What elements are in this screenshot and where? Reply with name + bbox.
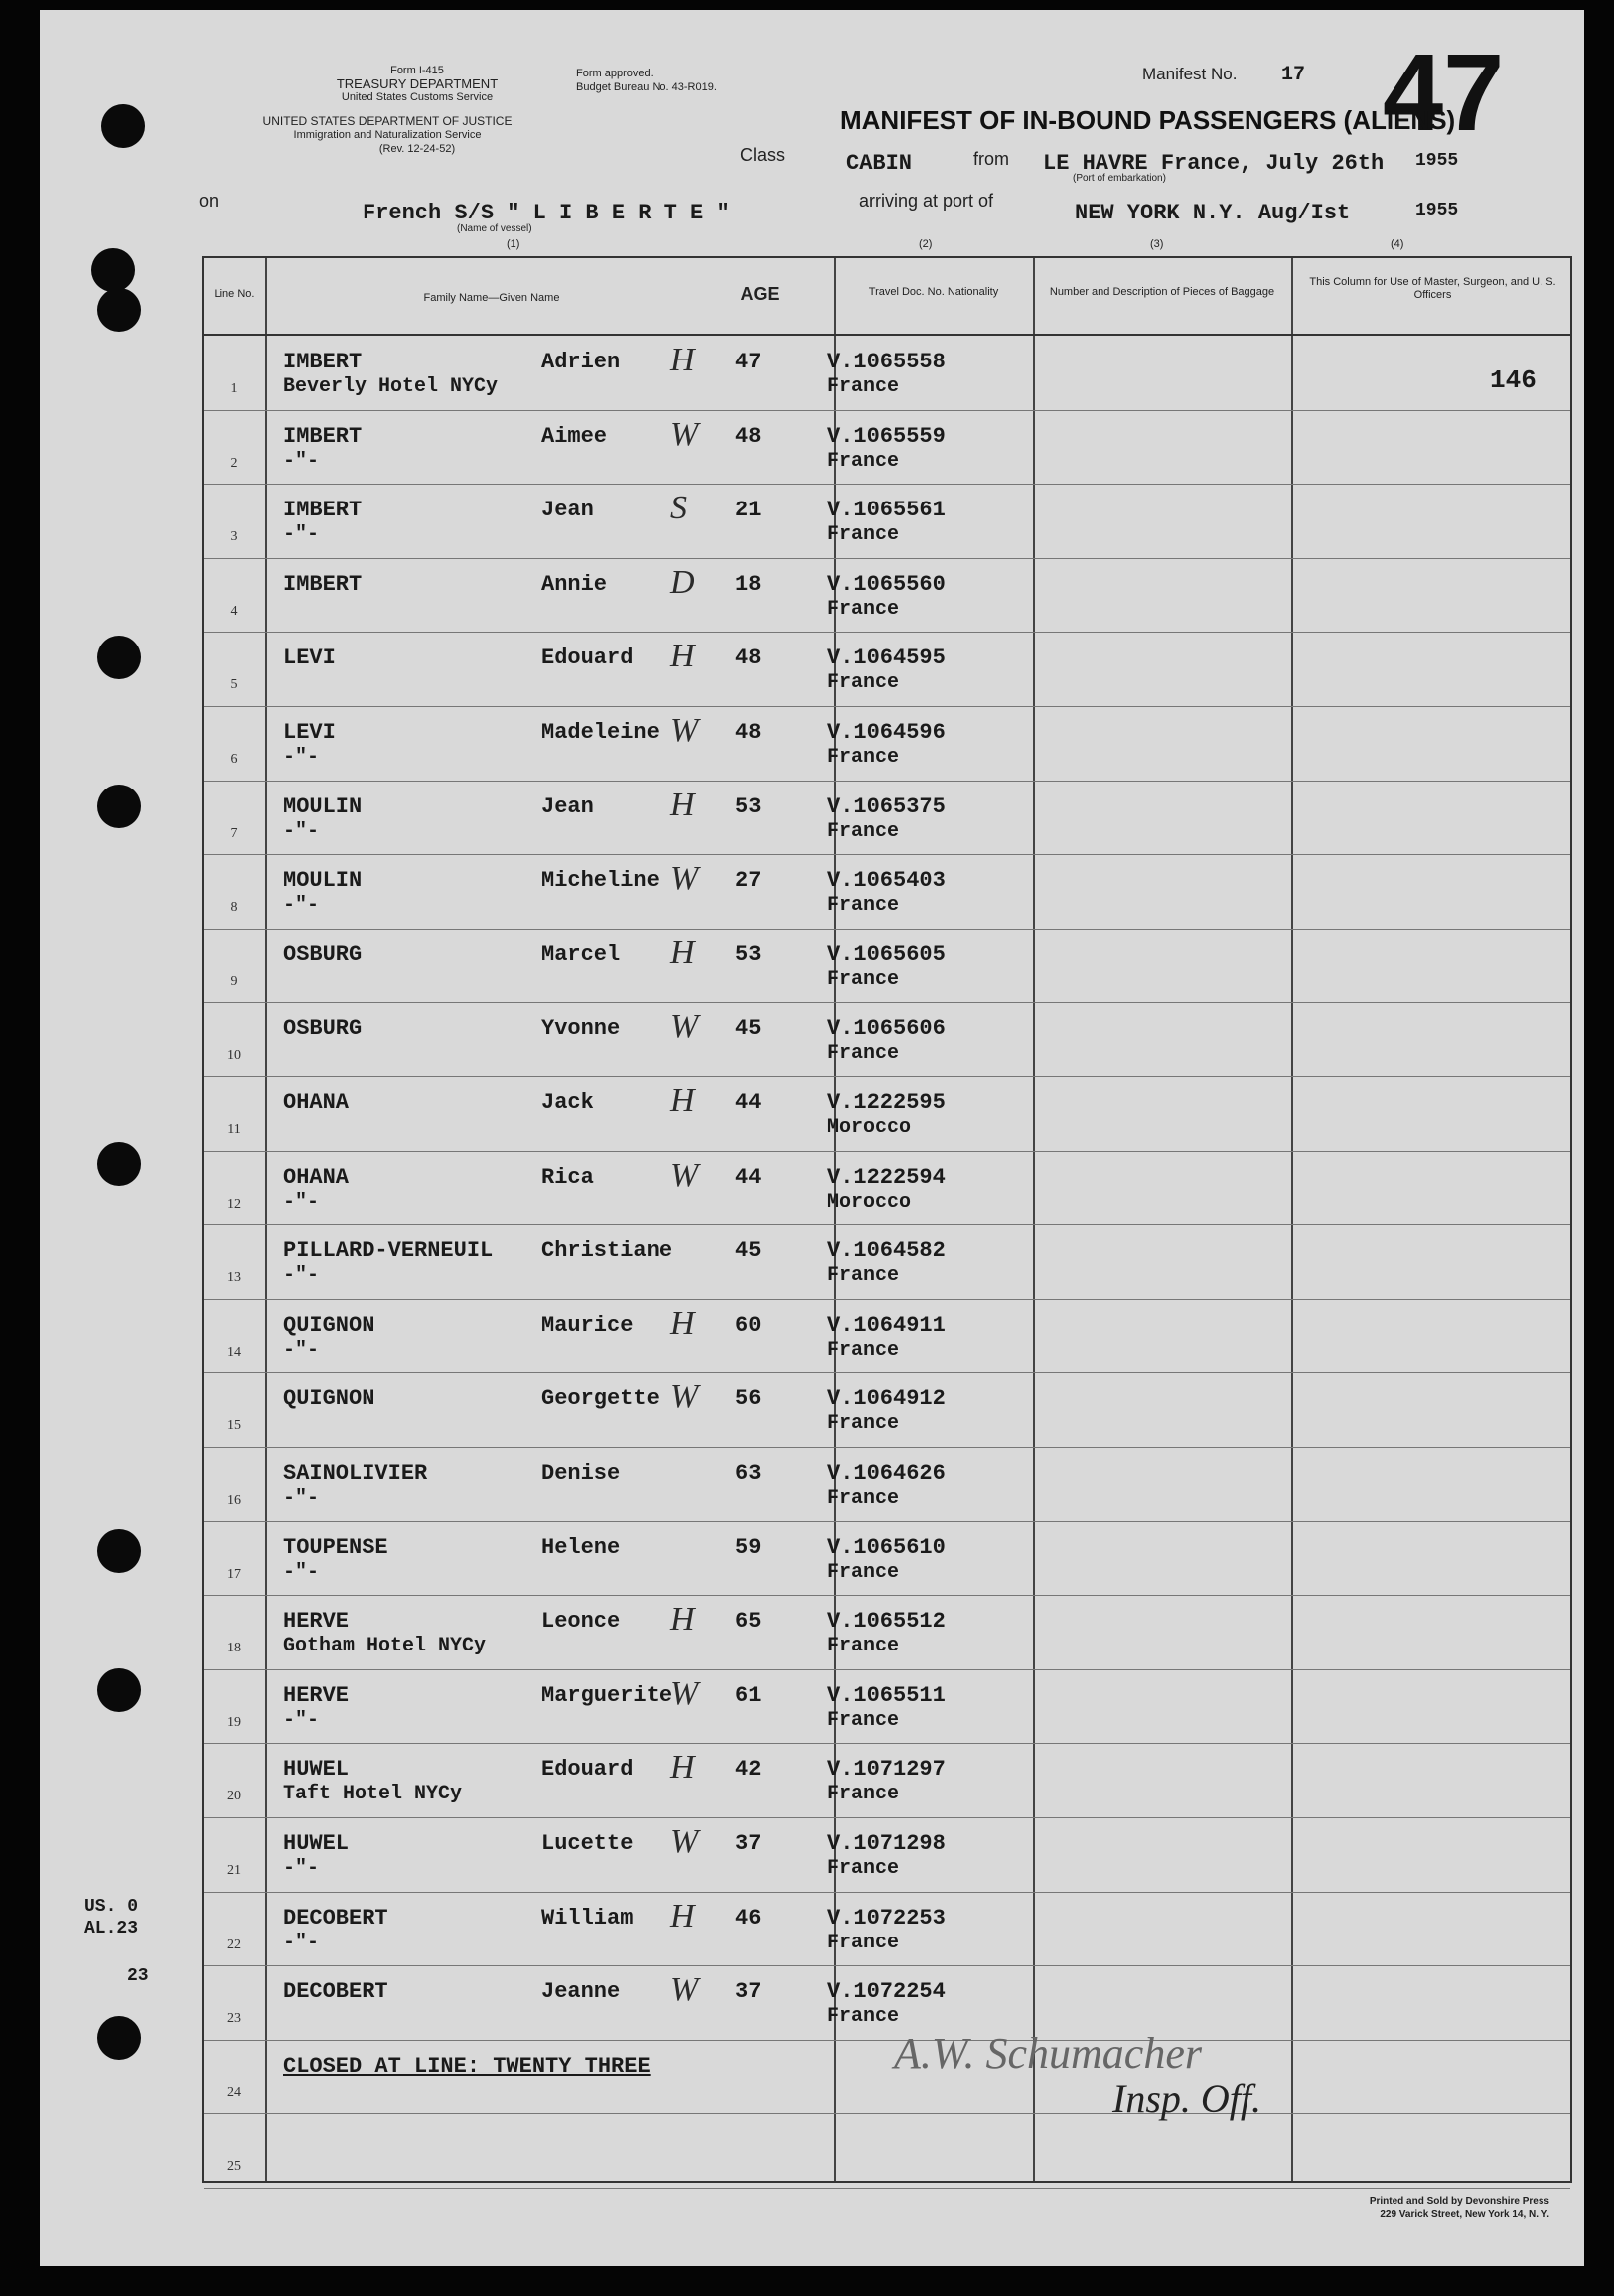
given-name: Annie bbox=[541, 571, 608, 597]
line-number: 5 bbox=[230, 677, 238, 693]
family-name: MOULIN bbox=[283, 868, 363, 894]
page-number: 47 bbox=[1383, 32, 1505, 154]
given-name: Adrien bbox=[541, 350, 621, 374]
line-number: 20 bbox=[227, 1789, 241, 1804]
given-name: Helene bbox=[541, 1534, 621, 1560]
table-row bbox=[204, 1151, 1570, 1224]
nationality: France bbox=[827, 449, 900, 473]
travel-doc-number: V.1065558 bbox=[827, 350, 946, 374]
from-value: LE HAVRE France, July 26th bbox=[1043, 151, 1385, 176]
line-number: 22 bbox=[227, 1937, 241, 1952]
family-name: QUIGNON bbox=[283, 1386, 375, 1412]
binder-hole bbox=[97, 1668, 141, 1712]
nationality: France bbox=[827, 1412, 900, 1436]
given-name: William bbox=[541, 1905, 634, 1931]
treasury-dept: TREASURY DEPARTMENT bbox=[336, 76, 499, 91]
travel-doc-number: V.1065559 bbox=[827, 423, 946, 449]
travel-doc-number: V.1065511 bbox=[827, 1682, 946, 1708]
row-divider bbox=[204, 2188, 1570, 2189]
travel-doc-number: V.1065610 bbox=[827, 1534, 946, 1560]
line-number: 12 bbox=[227, 1196, 241, 1212]
nationality: Morocco bbox=[827, 1190, 912, 1214]
family-name: HERVE bbox=[283, 1609, 350, 1635]
address: -"- bbox=[283, 523, 320, 547]
class-label: Class bbox=[740, 145, 786, 165]
binder-hole bbox=[97, 288, 141, 332]
line-number: 23 bbox=[227, 2011, 241, 2027]
handwritten-mark: H bbox=[670, 342, 695, 378]
handwritten-mark: W bbox=[670, 1971, 699, 2009]
vessel-name: French S/S " L I B E R T E " bbox=[363, 201, 730, 225]
nationality: France bbox=[827, 1783, 900, 1806]
form-number: Form I-415 bbox=[390, 65, 444, 76]
port-embark-caption: (Port of embarkation) bbox=[1073, 173, 1166, 184]
margin-tally-total: 23 bbox=[127, 1966, 149, 1986]
binder-hole bbox=[97, 785, 141, 828]
nationality: France bbox=[827, 967, 900, 991]
address: -"- bbox=[283, 449, 320, 473]
table-row bbox=[204, 1299, 1570, 1372]
family-name: TOUPENSE bbox=[283, 1534, 388, 1560]
nationality: France bbox=[827, 1931, 900, 1954]
nationality: France bbox=[827, 375, 900, 398]
travel-doc-number: V.1071298 bbox=[827, 1831, 946, 1856]
travel-doc-number: V.1064911 bbox=[827, 1312, 946, 1338]
table-row bbox=[204, 854, 1570, 928]
family-name: MOULIN bbox=[283, 793, 363, 819]
table-row bbox=[204, 1892, 1570, 1965]
handwritten-mark: W bbox=[670, 1156, 699, 1194]
age: 44 bbox=[735, 1090, 762, 1115]
col-header-line: Line No. bbox=[214, 288, 255, 300]
line-number: 7 bbox=[230, 825, 238, 841]
class-value: CABIN bbox=[846, 151, 913, 176]
table-row bbox=[204, 781, 1570, 854]
address: -"- bbox=[283, 746, 320, 769]
age: 48 bbox=[735, 720, 762, 745]
age: 45 bbox=[735, 1016, 762, 1042]
table-row bbox=[204, 1076, 1570, 1150]
margin-tally-us: US. 0 bbox=[84, 1897, 139, 1917]
age: 42 bbox=[735, 1757, 762, 1783]
passenger-table bbox=[202, 256, 1572, 2183]
travel-doc-number: V.1072254 bbox=[827, 1979, 946, 2005]
manifest-title: MANIFEST OF IN-BOUND PASSENGERS (ALIENS) bbox=[840, 105, 1456, 135]
nationality: France bbox=[827, 1708, 900, 1732]
address: -"- bbox=[283, 1931, 320, 1954]
table-row bbox=[204, 1669, 1570, 1743]
form-approved: Form approved. bbox=[576, 68, 654, 79]
col-marker-3: (3) bbox=[1150, 238, 1164, 250]
handwritten-mark: H bbox=[670, 786, 695, 823]
age: 48 bbox=[735, 423, 762, 449]
line-number: 2 bbox=[230, 455, 238, 471]
binder-hole bbox=[97, 1142, 141, 1186]
handwritten-mark: H bbox=[670, 1601, 695, 1639]
nationality: France bbox=[827, 2005, 900, 2029]
table-row bbox=[204, 1521, 1570, 1595]
table-row bbox=[204, 706, 1570, 780]
line-number: 25 bbox=[227, 2159, 241, 2175]
given-name: Rica bbox=[541, 1164, 594, 1190]
given-name: Yvonne bbox=[541, 1016, 621, 1042]
address: -"- bbox=[283, 1560, 320, 1584]
family-name: IMBERT bbox=[283, 350, 363, 374]
given-name: Christiane bbox=[541, 1238, 673, 1264]
table-row bbox=[204, 1447, 1570, 1520]
line-number: 21 bbox=[227, 1863, 241, 1878]
address: -"- bbox=[283, 894, 320, 918]
family-name: DECOBERT bbox=[283, 1905, 388, 1931]
nationality: France bbox=[827, 671, 900, 695]
given-name: Edouard bbox=[541, 646, 634, 671]
col-header-age: AGE bbox=[740, 284, 780, 304]
table-row bbox=[204, 558, 1570, 632]
binder-hole bbox=[91, 248, 135, 292]
travel-doc-number: V.1072253 bbox=[827, 1905, 946, 1931]
given-name: Jean bbox=[541, 793, 594, 819]
line-number: 24 bbox=[227, 2084, 241, 2100]
table-row bbox=[204, 1224, 1570, 1298]
family-name: PILLARD-VERNEUIL bbox=[283, 1238, 494, 1264]
nationality: Morocco bbox=[827, 1116, 912, 1139]
revision: (Rev. 12-24-52) bbox=[378, 143, 456, 155]
travel-doc-number: V.1064582 bbox=[827, 1238, 946, 1264]
family-name: OSBURG bbox=[283, 941, 363, 967]
family-name: LEVI bbox=[283, 720, 336, 745]
age: 53 bbox=[735, 793, 762, 819]
handwritten-mark: H bbox=[670, 1082, 695, 1119]
handwritten-mark: D bbox=[670, 563, 695, 601]
table-row bbox=[204, 1743, 1570, 1816]
handwritten-mark: H bbox=[670, 1749, 695, 1787]
col-marker-4: (4) bbox=[1391, 238, 1404, 250]
age: 48 bbox=[735, 646, 762, 671]
nationality: France bbox=[827, 1264, 900, 1288]
address: -"- bbox=[283, 1264, 320, 1288]
handwritten-mark: S bbox=[670, 490, 687, 527]
travel-doc-number: V.1064596 bbox=[827, 720, 946, 745]
table-row bbox=[204, 1595, 1570, 1668]
handwritten-mark: W bbox=[670, 415, 699, 453]
address: Beverly Hotel NYCy bbox=[283, 375, 499, 398]
travel-doc-number: V.1064626 bbox=[827, 1461, 946, 1486]
handwritten-mark: H bbox=[670, 638, 695, 675]
handwritten-mark: H bbox=[670, 933, 695, 971]
table-row bbox=[204, 929, 1570, 1002]
family-name: OHANA bbox=[283, 1090, 350, 1115]
line-number: 13 bbox=[227, 1270, 241, 1286]
printer-name: Printed and Sold by Devonshire Press bbox=[1369, 2196, 1549, 2207]
handwritten-mark: W bbox=[670, 1674, 699, 1712]
family-name: SAINOLIVIER bbox=[283, 1461, 428, 1486]
table-row bbox=[204, 484, 1570, 557]
manifest-sheet bbox=[40, 10, 1584, 2266]
nationality: France bbox=[827, 1487, 900, 1509]
nationality: France bbox=[827, 1560, 900, 1584]
address: -"- bbox=[283, 1857, 320, 1880]
col-marker-2: (2) bbox=[919, 238, 933, 250]
family-name: IMBERT bbox=[283, 498, 363, 523]
address: -"- bbox=[283, 819, 320, 843]
inspector-title: Insp. Off. bbox=[1112, 2077, 1261, 2121]
given-name: Marcel bbox=[541, 941, 621, 967]
travel-doc-number: V.1064912 bbox=[827, 1386, 946, 1412]
arriving-label: arriving at port of bbox=[859, 191, 994, 211]
inspector-signature: A.W. Schumacher bbox=[894, 2029, 1202, 2078]
given-name: Madeleine bbox=[541, 720, 660, 745]
nationality: France bbox=[827, 597, 900, 621]
nationality: France bbox=[827, 1635, 900, 1658]
address: -"- bbox=[283, 1708, 320, 1732]
given-name: Lucette bbox=[541, 1831, 634, 1856]
line-number: 15 bbox=[227, 1418, 241, 1434]
age: 63 bbox=[735, 1461, 762, 1486]
from-label: from bbox=[973, 149, 1009, 169]
nationality: France bbox=[827, 523, 900, 547]
given-name: Denise bbox=[541, 1461, 621, 1486]
age: 37 bbox=[735, 1979, 762, 2005]
travel-doc-number: V.1065606 bbox=[827, 1016, 946, 1042]
travel-doc-number: V.1222595 bbox=[827, 1090, 946, 1115]
nationality: France bbox=[827, 1857, 900, 1880]
travel-doc-number: V.1064595 bbox=[827, 646, 946, 671]
handwritten-mark: W bbox=[670, 1008, 699, 1046]
travel-doc-number: V.1222594 bbox=[827, 1164, 946, 1190]
age: 61 bbox=[735, 1682, 762, 1708]
family-name: OSBURG bbox=[283, 1016, 363, 1042]
age: 21 bbox=[735, 498, 762, 523]
col-header-baggage: Number and Description of Pieces of Baggage bbox=[1049, 286, 1275, 298]
col-header-officers: This Column for Use of Master, Surgeon, and U. S. Officers bbox=[1309, 276, 1556, 301]
line-number: 18 bbox=[227, 1641, 241, 1656]
binder-hole bbox=[97, 2016, 141, 2060]
col-marker-1: (1) bbox=[507, 238, 520, 250]
handwritten-mark: W bbox=[670, 860, 699, 898]
line-number: 8 bbox=[230, 900, 238, 916]
margin-tally-al: AL.23 bbox=[84, 1919, 139, 1938]
line-number: 16 bbox=[227, 1493, 241, 1507]
line-number: 3 bbox=[230, 529, 238, 545]
line-number: 11 bbox=[227, 1122, 241, 1137]
family-name: CLOSED AT LINE: TWENTY THREE bbox=[283, 2053, 651, 2079]
line-number: 6 bbox=[230, 752, 238, 767]
family-name: LEVI bbox=[283, 646, 336, 671]
handwritten-mark: W bbox=[670, 1823, 699, 1860]
given-name: Edouard bbox=[541, 1757, 634, 1783]
line-number: 17 bbox=[227, 1566, 241, 1582]
address: -"- bbox=[283, 1338, 320, 1362]
line-number: 4 bbox=[230, 603, 238, 619]
nationality: France bbox=[827, 819, 900, 843]
family-name: QUIGNON bbox=[283, 1312, 375, 1338]
budget-bureau: Budget Bureau No. 43-R019. bbox=[576, 81, 717, 93]
travel-doc-number: V.1065375 bbox=[827, 793, 946, 819]
table-row bbox=[204, 2040, 1570, 2113]
customs-service: United States Customs Service bbox=[341, 91, 494, 103]
age: 37 bbox=[735, 1831, 762, 1856]
table-row bbox=[204, 2113, 1570, 2187]
family-name: IMBERT bbox=[283, 423, 363, 449]
age: 46 bbox=[735, 1905, 762, 1931]
doj-title: UNITED STATES DEPARTMENT OF JUSTICE bbox=[262, 114, 513, 128]
table-row bbox=[204, 410, 1570, 484]
ins-title: Immigration and Naturalization Service bbox=[293, 129, 482, 141]
given-name: Jean bbox=[541, 498, 594, 523]
nationality: France bbox=[827, 1042, 900, 1066]
travel-doc-number: V.1065560 bbox=[827, 571, 946, 597]
arrival-value: NEW YORK N.Y. Aug/Ist bbox=[1075, 201, 1351, 225]
age: 56 bbox=[735, 1386, 762, 1412]
col-header-name: Family Name—Given Name bbox=[423, 292, 560, 304]
age: 18 bbox=[735, 571, 762, 597]
table-row bbox=[204, 336, 1570, 409]
vessel-caption: (Name of vessel) bbox=[457, 223, 532, 234]
table-row bbox=[204, 1965, 1570, 2039]
on-label: on bbox=[199, 191, 220, 211]
officer-note: 146 bbox=[1490, 365, 1537, 395]
table-row bbox=[204, 1372, 1570, 1446]
travel-doc-number: V.1065605 bbox=[827, 941, 946, 967]
line-number: 1 bbox=[230, 381, 238, 396]
binder-hole bbox=[97, 1529, 141, 1573]
family-name: HUWEL bbox=[283, 1831, 350, 1856]
table-row bbox=[204, 1002, 1570, 1076]
family-name: HERVE bbox=[283, 1682, 350, 1708]
binder-hole bbox=[101, 104, 145, 148]
handwritten-mark: H bbox=[670, 1897, 695, 1935]
travel-doc-number: V.1071297 bbox=[827, 1757, 946, 1783]
family-name: DECOBERT bbox=[283, 1979, 388, 2005]
age: 59 bbox=[735, 1534, 762, 1560]
manifest-no-value: 17 bbox=[1281, 64, 1306, 86]
given-name: Marguerite bbox=[541, 1682, 673, 1708]
nationality: France bbox=[827, 894, 900, 918]
binder-hole bbox=[97, 636, 141, 679]
given-name: Aimee bbox=[541, 423, 608, 449]
age: 45 bbox=[735, 1238, 762, 1264]
family-name: OHANA bbox=[283, 1164, 350, 1190]
from-year: 1955 bbox=[1415, 151, 1459, 171]
family-name: HUWEL bbox=[283, 1757, 350, 1783]
age: 27 bbox=[735, 868, 762, 894]
arrival-year: 1955 bbox=[1415, 201, 1459, 220]
travel-doc-number: V.1065403 bbox=[827, 868, 946, 894]
address: Taft Hotel NYCy bbox=[283, 1783, 463, 1806]
age: 44 bbox=[735, 1164, 762, 1190]
travel-doc-number: V.1065512 bbox=[827, 1609, 946, 1635]
manifest-no-label: Manifest No. bbox=[1142, 65, 1238, 83]
line-number: 19 bbox=[227, 1714, 241, 1730]
col-header-doc: Travel Doc. No. Nationality bbox=[868, 286, 999, 298]
line-number: 14 bbox=[227, 1344, 241, 1360]
handwritten-mark: W bbox=[670, 1378, 699, 1416]
address: -"- bbox=[283, 1190, 320, 1214]
given-name: Micheline bbox=[541, 868, 660, 894]
given-name: Jack bbox=[541, 1090, 594, 1115]
line-number: 10 bbox=[227, 1048, 241, 1064]
table-row bbox=[204, 632, 1570, 705]
age: 65 bbox=[735, 1609, 762, 1635]
age: 53 bbox=[735, 941, 762, 967]
line-number: 9 bbox=[230, 973, 238, 989]
family-name: IMBERT bbox=[283, 571, 363, 597]
printer-address: 229 Varick Street, New York 14, N. Y. bbox=[1380, 2209, 1549, 2220]
age: 60 bbox=[735, 1312, 762, 1338]
travel-doc-number: V.1065561 bbox=[827, 498, 946, 523]
nationality: France bbox=[827, 1338, 900, 1362]
given-name: Maurice bbox=[541, 1312, 634, 1338]
address: -"- bbox=[283, 1487, 320, 1509]
handwritten-mark: W bbox=[670, 712, 699, 749]
handwritten-mark: H bbox=[670, 1304, 695, 1342]
given-name: Jeanne bbox=[541, 1979, 621, 2005]
address: Gotham Hotel NYCy bbox=[283, 1635, 487, 1658]
table-row bbox=[204, 1817, 1570, 1891]
age: 47 bbox=[735, 350, 762, 374]
given-name: Leonce bbox=[541, 1609, 621, 1635]
nationality: France bbox=[827, 746, 900, 769]
given-name: Georgette bbox=[541, 1386, 660, 1412]
